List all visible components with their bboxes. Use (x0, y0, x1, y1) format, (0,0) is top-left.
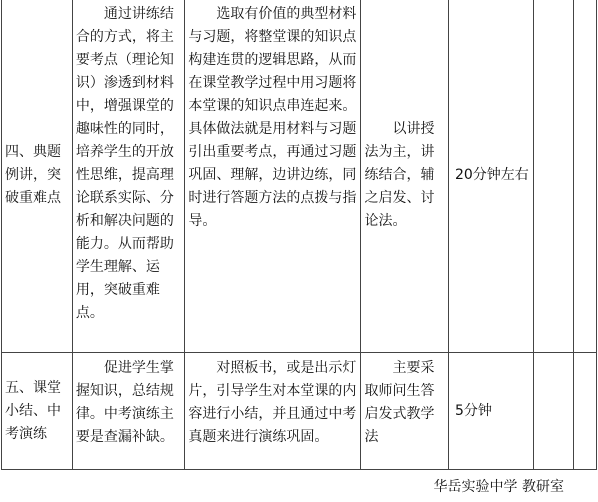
time-cell: 20分钟左右 (448, 0, 533, 353)
time-cell: 5分钟 (448, 353, 533, 470)
lesson-plan-table (1, 0, 597, 470)
empty-cell (534, 353, 574, 470)
method-cell: 主要采取师问生答启发式教学法 (361, 353, 449, 470)
footer-signature: 华岳实验中学 教研室 (433, 479, 564, 495)
empty-cell (574, 0, 597, 353)
method-cell: 以讲授法为主，讲练结合，辅之启发、讨论法。 (361, 0, 449, 353)
empty-cell (574, 353, 597, 470)
table-row (2, 0, 597, 353)
table-row (2, 353, 597, 470)
design-cell: 选取有价值的典型材料与习题，将整堂课的知识点构建连贯的逻辑思路，从而在课堂教学过程中用习题将本堂课的知识点串连起来。具体做法就是用材料与习题引出重要考点，再通过习题巩固、理解，边讲边练，同时进行答题方法的点拨与指导。 (185, 0, 361, 353)
stage-cell: 四、典题例讲，突破重难点 (2, 0, 73, 353)
content-cell: 促进学生掌握知识，总结规律。中考演练主要是查漏补缺。 (72, 353, 185, 470)
empty-cell (534, 0, 574, 353)
content-cell: 通过讲练结合的方式，将主要考点（理论知识）渗透到材料中，增强课堂的趣味性的同时，培养学生的开放性思维，提高理论联系实际、分析和解决问题的能力。从而帮助学生理解、运用，突破重难点。 (72, 0, 185, 353)
stage-cell: 五、课堂小结、中考演练 (2, 353, 73, 470)
design-cell: 对照板书，或是出示灯片，引导学生对本堂课的内容进行小结，并且通过中考真题来进行演练巩固。 (185, 353, 361, 470)
